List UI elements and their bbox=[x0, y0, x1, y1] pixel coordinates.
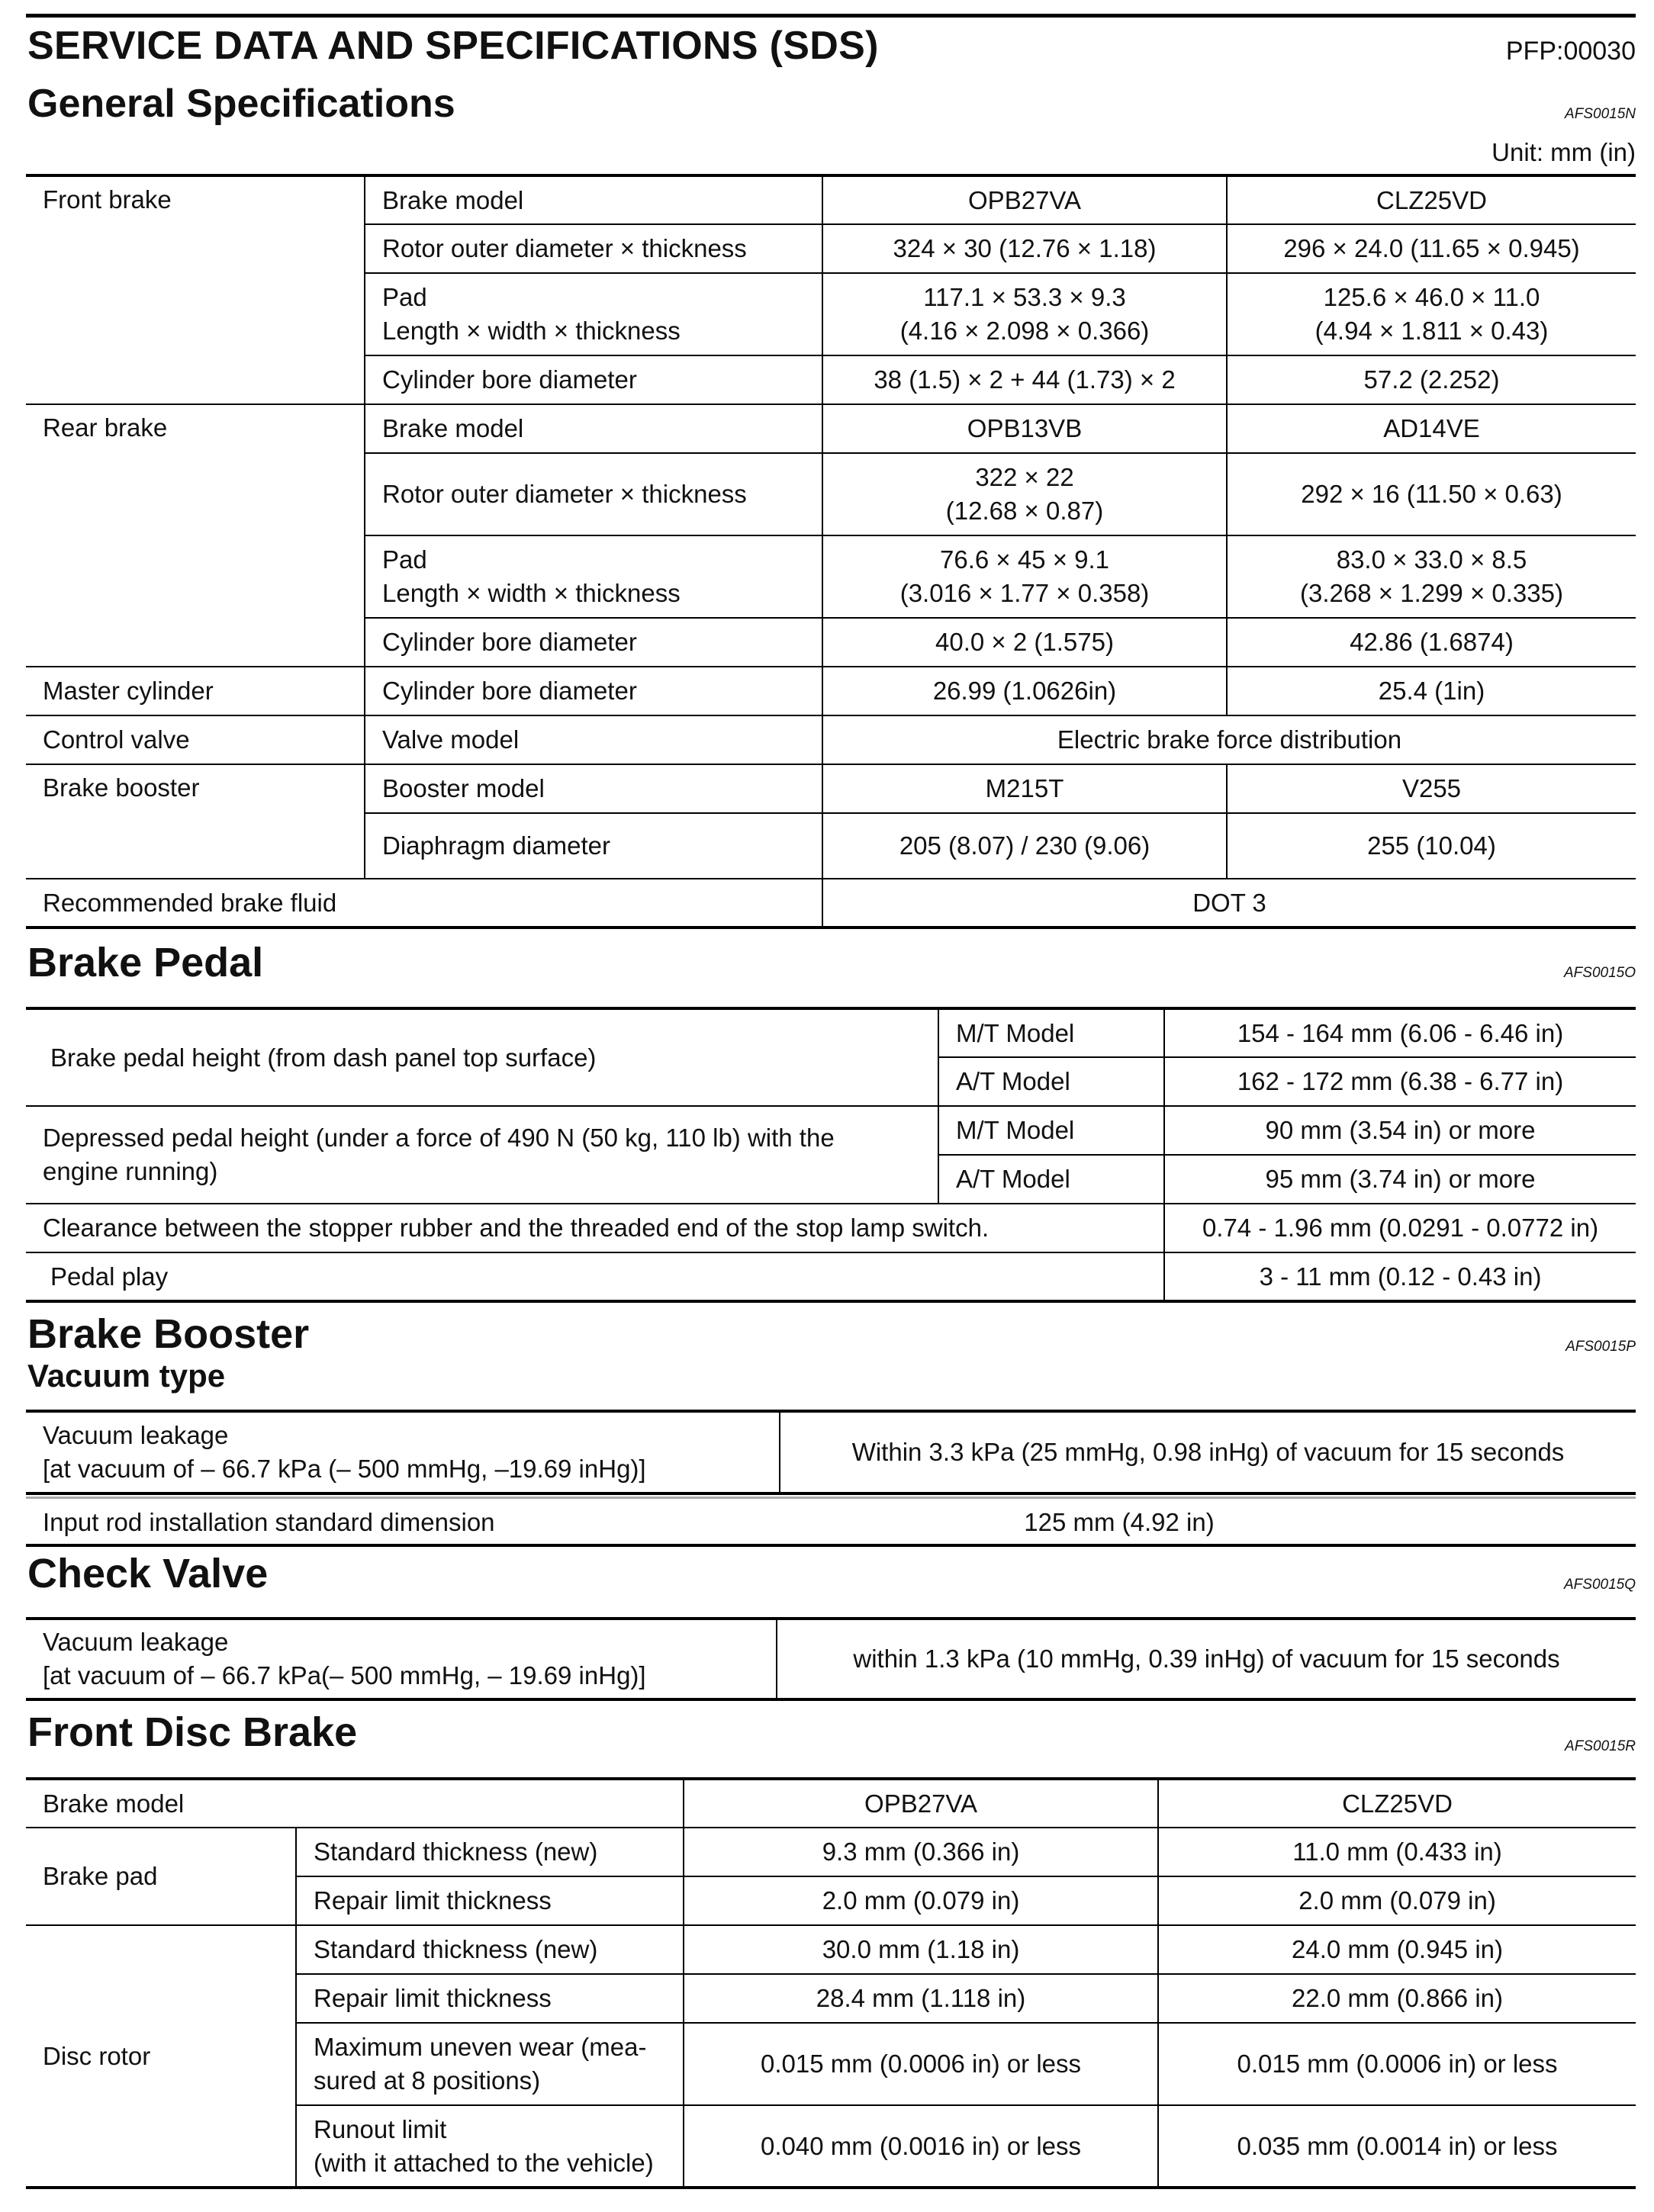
cell-value: 324 × 30 (12.76 × 1.18) bbox=[822, 224, 1227, 273]
column-header: Brake model bbox=[26, 1779, 684, 1828]
table-row bbox=[26, 1204, 1636, 1252]
row-label: Clearance between the stopper rubber and the threaded end of the stop lamp switch. bbox=[26, 1204, 1164, 1252]
row-label: Rotor outer diameter × thickness bbox=[365, 224, 822, 273]
table-row bbox=[26, 1252, 1636, 1301]
master-cylinder-label: Master cylinder bbox=[26, 667, 365, 715]
section-title-pedal: Brake Pedal bbox=[27, 940, 264, 985]
top-rule bbox=[26, 14, 1636, 18]
row-label: Pad Length × width × thickness bbox=[365, 535, 822, 618]
brake-pad-label: Brake pad bbox=[26, 1828, 296, 1925]
row-label: Valve model bbox=[365, 715, 822, 764]
table-row bbox=[26, 667, 1636, 715]
row-sublabel: Standard thickness (new) bbox=[296, 1925, 684, 1974]
disc-rotor-label: Disc rotor bbox=[26, 1925, 296, 2188]
table-row bbox=[26, 1828, 1636, 1876]
table-row bbox=[26, 1779, 1636, 1828]
cell-value: 255 (10.04) bbox=[1227, 813, 1636, 879]
cell-value: 3 - 11 mm (0.12 - 0.43 in) bbox=[1164, 1252, 1636, 1301]
page-code: PFP:00030 bbox=[1505, 37, 1636, 66]
front-disc-table bbox=[26, 1777, 1636, 2189]
cell-value: 57.2 (2.252) bbox=[1227, 355, 1636, 404]
table-row bbox=[26, 1619, 1636, 1699]
table-row bbox=[26, 1106, 1636, 1155]
front-brake-label: Front brake bbox=[26, 175, 365, 404]
brake-pedal-table bbox=[26, 1007, 1636, 1303]
row-label: Brake model bbox=[365, 404, 822, 453]
cell-value: 296 × 24.0 (11.65 × 0.945) bbox=[1227, 224, 1636, 273]
cell-value: 25.4 (1in) bbox=[1227, 667, 1636, 715]
row-label: Diaphragm diameter bbox=[365, 813, 822, 879]
row-sublabel: M/T Model bbox=[938, 1106, 1164, 1155]
section-title-check-valve: Check Valve bbox=[27, 1551, 269, 1596]
row-sublabel: A/T Model bbox=[938, 1155, 1164, 1204]
cell-value: AD14VE bbox=[1227, 404, 1636, 453]
cell-value: 292 × 16 (11.50 × 0.63) bbox=[1227, 453, 1636, 535]
cell-value: OPB13VB bbox=[822, 404, 1227, 453]
cell-value: V255 bbox=[1227, 764, 1636, 813]
row-label: Cylinder bore diameter bbox=[365, 667, 822, 715]
divider bbox=[26, 1497, 1636, 1499]
cell-value: 0.74 - 1.96 mm (0.0291 - 0.0772 in) bbox=[1164, 1204, 1636, 1252]
table-row bbox=[26, 879, 1636, 928]
cell-value: 0.040 mm (0.0016 in) or less bbox=[684, 2105, 1158, 2188]
cell-value: 30.0 mm (1.18 in) bbox=[684, 1925, 1158, 1974]
row-sublabel: Standard thickness (new) bbox=[296, 1828, 684, 1876]
cell-value: 42.86 (1.6874) bbox=[1227, 618, 1636, 667]
page-title: SERVICE DATA AND SPECIFICATIONS (SDS) bbox=[27, 24, 879, 68]
cell-value: 154 - 164 mm (6.06 - 6.46 in) bbox=[1164, 1008, 1636, 1057]
table-row bbox=[26, 715, 1636, 764]
divider bbox=[26, 1544, 1636, 1547]
control-valve-label: Control valve bbox=[26, 715, 365, 764]
cell-value: 40.0 × 2 (1.575) bbox=[822, 618, 1227, 667]
row-label: Cylinder bore diameter bbox=[365, 355, 822, 404]
cell-value: 24.0 mm (0.945 in) bbox=[1158, 1925, 1636, 1974]
row-sublabel: M/T Model bbox=[938, 1008, 1164, 1057]
cell-value: 28.4 mm (1.118 in) bbox=[684, 1974, 1158, 2023]
section-title-booster: Brake Booster bbox=[27, 1311, 310, 1357]
brake-booster-rod-table bbox=[26, 1500, 1636, 1545]
cell-value: 11.0 mm (0.433 in) bbox=[1158, 1828, 1636, 1876]
table-row bbox=[26, 1008, 1636, 1057]
cell-value: M215T bbox=[822, 764, 1227, 813]
cell-value: 125.6 × 46.0 × 11.0 (4.94 × 1.811 × 0.43) bbox=[1227, 273, 1636, 355]
table-row bbox=[26, 175, 1636, 224]
cell-value: 117.1 × 53.3 × 9.3 (4.16 × 2.098 × 0.366) bbox=[822, 273, 1227, 355]
cell-value: 0.035 mm (0.0014 in) or less bbox=[1158, 2105, 1636, 2188]
column-header: OPB27VA bbox=[684, 1779, 1158, 1828]
row-label: Rotor outer diameter × thickness bbox=[365, 453, 822, 535]
table-row bbox=[26, 1500, 1636, 1545]
cell-value: 2.0 mm (0.079 in) bbox=[684, 1876, 1158, 1925]
cell-value: 83.0 × 33.0 × 8.5 (3.268 × 1.299 × 0.335) bbox=[1227, 535, 1636, 618]
table-row bbox=[26, 1411, 1636, 1493]
section-title-general: General Specifications bbox=[27, 82, 455, 126]
row-sublabel: Runout limit (with it attached to the vehicle) bbox=[296, 2105, 684, 2188]
rear-brake-label: Rear brake bbox=[26, 404, 365, 667]
cell-value: 95 mm (3.74 in) or more bbox=[1164, 1155, 1636, 1204]
cell-value: 76.6 × 45 × 9.1 (3.016 × 1.77 × 0.358) bbox=[822, 535, 1227, 618]
cell-value: 162 - 172 mm (6.38 - 6.77 in) bbox=[1164, 1057, 1636, 1106]
brake-booster-label: Brake booster bbox=[26, 764, 365, 879]
section-code-general: AFS0015N bbox=[1565, 106, 1636, 122]
section-code-booster: AFS0015P bbox=[1566, 1339, 1636, 1355]
cell-value: Within 3.3 kPa (25 mmHg, 0.98 inHg) of vacuum for 15 seconds bbox=[780, 1411, 1636, 1493]
brake-booster-table bbox=[26, 1410, 1636, 1495]
row-label: Booster model bbox=[365, 764, 822, 813]
table-row bbox=[26, 1925, 1636, 1974]
cell-value: Electric brake force distribution bbox=[822, 715, 1636, 764]
cell-value: 0.015 mm (0.0006 in) or less bbox=[684, 2023, 1158, 2105]
cell-value: 22.0 mm (0.866 in) bbox=[1158, 1974, 1636, 2023]
cell-value: 322 × 22 (12.68 × 0.87) bbox=[822, 453, 1227, 535]
cell-value: 205 (8.07) / 230 (9.06) bbox=[822, 813, 1227, 879]
cell-value: 2.0 mm (0.079 in) bbox=[1158, 1876, 1636, 1925]
table-row bbox=[26, 404, 1636, 453]
row-sublabel: Maximum uneven wear (mea- sured at 8 positions) bbox=[296, 2023, 684, 2105]
row-label: Cylinder bore diameter bbox=[365, 618, 822, 667]
cell-value: 26.99 (1.0626in) bbox=[822, 667, 1227, 715]
cell-value: 9.3 mm (0.366 in) bbox=[684, 1828, 1158, 1876]
section-title-front-disc: Front Disc Brake bbox=[27, 1709, 358, 1755]
cell-value: CLZ25VD bbox=[1227, 175, 1636, 224]
row-sublabel: Repair limit thickness bbox=[296, 1974, 684, 2023]
check-valve-table bbox=[26, 1617, 1636, 1701]
section-code-pedal: AFS0015O bbox=[1564, 965, 1636, 981]
row-label: Depressed pedal height (under a force of 490 N (50 kg, 110 lb) with the engine running) bbox=[26, 1106, 938, 1204]
cell-value: DOT 3 bbox=[822, 879, 1636, 928]
row-label: Input rod installation standard dimension bbox=[43, 1508, 495, 1536]
row-sublabel: A/T Model bbox=[938, 1057, 1164, 1106]
section-subtitle-booster: Vacuum type bbox=[27, 1358, 226, 1394]
unit-label: Unit: mm (in) bbox=[1491, 138, 1636, 166]
row-label: Pedal play bbox=[26, 1252, 1164, 1301]
cell-value: within 1.3 kPa (10 mmHg, 0.39 inHg) of vacuum for 15 seconds bbox=[777, 1619, 1636, 1699]
row-sublabel: Repair limit thickness bbox=[296, 1876, 684, 1925]
row-label: Vacuum leakage [at vacuum of – 66.7 kPa (– 500 mmHg, –19.69 inHg)] bbox=[26, 1411, 780, 1493]
row-label: Brake model bbox=[365, 175, 822, 224]
cell-value: 38 (1.5) × 2 + 44 (1.73) × 2 bbox=[822, 355, 1227, 404]
row-label: Vacuum leakage [at vacuum of – 66.7 kPa(– 500 mmHg, – 19.69 inHg)] bbox=[26, 1619, 777, 1699]
row-label: Recommended brake fluid bbox=[26, 879, 822, 928]
row-label: Pad Length × width × thickness bbox=[365, 273, 822, 355]
general-spec-table bbox=[26, 174, 1636, 929]
section-code-front-disc: AFS0015R bbox=[1565, 1738, 1636, 1754]
row-label: Brake pedal height (from dash panel top surface) bbox=[26, 1008, 938, 1106]
cell-value: 125 mm (4.92 in) bbox=[1024, 1508, 1215, 1536]
cell-value: OPB27VA bbox=[822, 175, 1227, 224]
table-row bbox=[26, 764, 1636, 813]
column-header: CLZ25VD bbox=[1158, 1779, 1636, 1828]
section-code-check-valve: AFS0015Q bbox=[1564, 1577, 1636, 1593]
cell-value: 90 mm (3.54 in) or more bbox=[1164, 1106, 1636, 1155]
cell-value: 0.015 mm (0.0006 in) or less bbox=[1158, 2023, 1636, 2105]
